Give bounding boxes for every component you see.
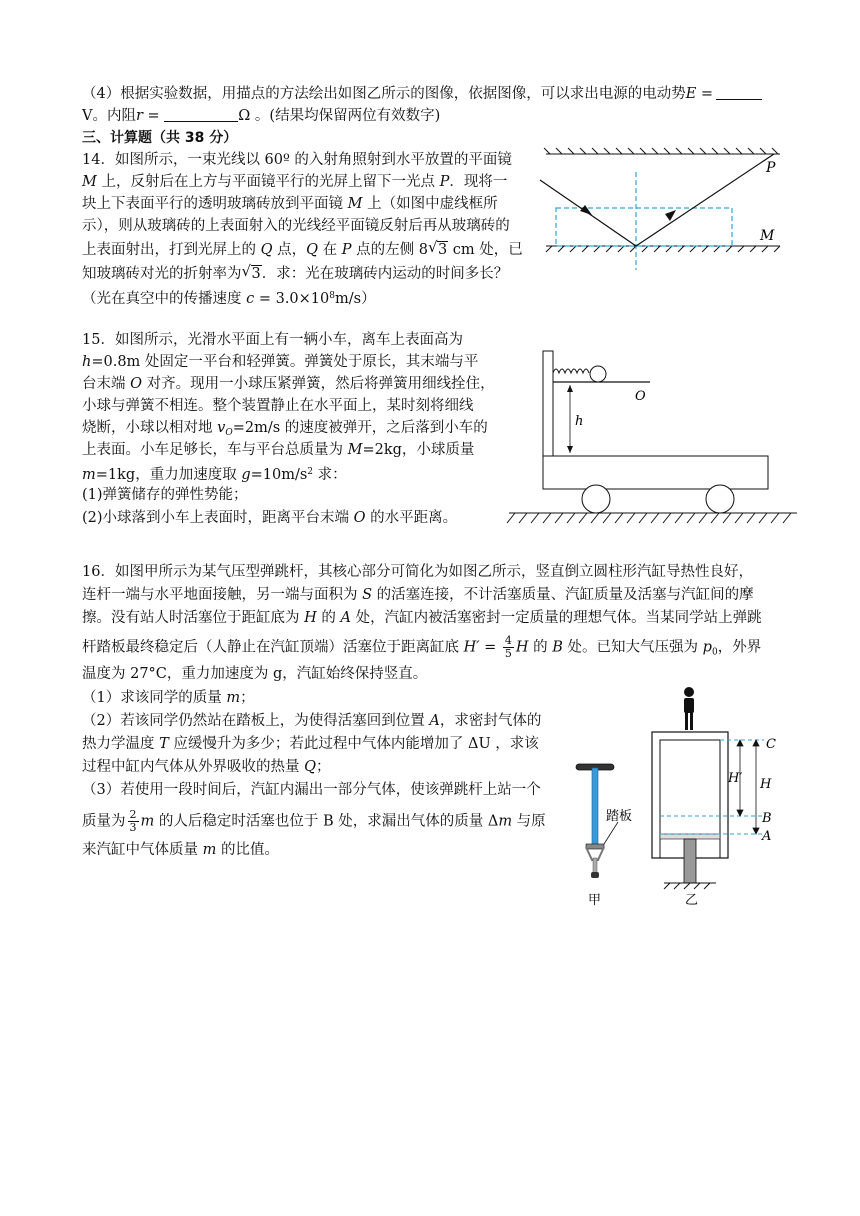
piston — [660, 834, 720, 839]
q15-line-3: 台末端 O 对齐。现用一小球压紧弹簧，然后将弹簧用细线拴住， — [82, 376, 495, 392]
light-screen — [544, 148, 780, 154]
fraction-4-5: $\frac{4}{5}$ — [504, 634, 512, 660]
q16-line-10: （3）若使用一段时间后，汽缸内漏出一部分气体，使该弹跳杆上站一个 — [82, 782, 541, 798]
sqrt-3-b: √ 3 — [241, 262, 261, 282]
q16-line-3: 擦。没有站人时活塞位于距缸底为 H 的 A 处，汽缸内被活塞密封一定质量的理想气体。当某同学站上弹跳 — [82, 610, 762, 626]
dimension-h — [753, 740, 759, 834]
cart-wheel-left — [582, 485, 610, 513]
q14-line-1: 14．如图所示，一束光线以 60º 的入射角照射到水平放置的平面镜 — [82, 152, 512, 168]
point-p-label: P — [766, 160, 776, 176]
figure-jia-label: 甲 — [588, 893, 602, 908]
label-b: B — [762, 811, 772, 826]
q15-line-8: (1)弹簧储存的弹性势能； — [82, 487, 248, 503]
label-a: A — [762, 829, 772, 844]
q13-line-1: （4）根据实验数据，用描点的方法绘出如图乙所示的图像，依据图像，可以求出电源的电动势E = — [82, 84, 762, 104]
q15-line-4: 小球与弹簧不相连。整个装置静止在水平面上，某时刻将细线 — [82, 398, 474, 414]
q13-line-2: V。内阻r = Ω 。(结果均保留两位有效数字) — [82, 108, 441, 124]
q16-line-8: 热力学温度 T 应缓慢升为多少；若此过程中气体内能增加了 ΔU ，求该 — [82, 736, 539, 752]
q14-line-3: 块上下表面平行的透明玻璃砖放到平面镜 M 上（如图中虚线框所 — [82, 196, 498, 212]
q15-figure — [505, 345, 805, 535]
q14-line-4: 示），则从玻璃砖的上表面射入的光线经平面镜反射后再从玻璃砖的 — [82, 218, 510, 234]
small-ball — [590, 366, 606, 382]
q16-line-12: 来汽缸中气体质量 m 的比值。 — [82, 842, 279, 858]
q16-line-11: 质量为 $\frac{2}{3}$ m 的人后稳定时活塞也位于 B 处，求漏出气体的质量 Δm 与原 — [82, 808, 546, 834]
answer-blank-r[interactable] — [164, 107, 238, 122]
ground — [507, 513, 797, 523]
section-3-title: 三、计算题（共 38 分） — [82, 130, 238, 146]
q15-line-9: (2)小球落到小车上表面时，距离平台末端 O 的水平距离。 — [82, 510, 458, 526]
q14-figure — [540, 148, 790, 278]
incident-ray-arrow — [580, 205, 592, 215]
sqrt-3-a: √ 3 — [427, 238, 448, 258]
q16-line-1: 16．如图甲所示为某气压型弹跳杆，其核心部分可简化为如图乙所示，竖直倒立圆柱形汽缸导热性良好， — [82, 564, 753, 580]
q16-line-6: （1）求该同学的质量 m； — [82, 690, 255, 706]
point-o-label: O — [635, 389, 646, 404]
cart-body — [543, 456, 768, 489]
q14-line-2: M 上，反射后在上方与平面镜平行的光屏上留下一光点 P．现将一 — [82, 174, 508, 190]
cart-wheel-right — [706, 485, 734, 513]
height-h-label: h — [575, 414, 584, 429]
mirror-m-label: M — [760, 228, 775, 244]
q15-line-7: m=1kg，重力加速度取 $g=10m/s^2$ 求： — [82, 467, 347, 483]
q16-line-4: 杆踏板最终稳定后（人静止在汽缸顶端）活塞位于距离缸底 H′ = $\frac{4}{5}$ H 的 B 处。已知大气压强为 $p_0$，外界 — [82, 634, 762, 660]
label-h: H — [760, 777, 772, 792]
q16-line-5: 温度为 27°C，重力加速度为 g，汽缸始终保持竖直。 — [82, 666, 428, 682]
label-h-prime: H′ — [728, 771, 743, 786]
q15-line-6: 上表面。小车足够长，车与平台总质量为 M=2kg，小球质量 — [82, 442, 475, 458]
answer-blank-e[interactable] — [716, 85, 762, 100]
base-ground — [664, 883, 716, 889]
q15-line-2: h=0.8m 处固定一平台和轻弹簧。弹簧处于原长，其末端与平 — [82, 354, 479, 370]
figure-yi-label: 乙 — [685, 893, 699, 908]
spring — [553, 369, 589, 373]
q14-line-5: 上表面射出，打到光屏上的 Q 点，Q 在 P 点的左侧 8 √ 3 cm 处，已 — [82, 238, 523, 258]
person-icon — [684, 687, 694, 730]
q16-line-2: 连杆一端与水平地面接触，另一端与面积为 S 的活塞连接，不计活塞质量、汽缸质量及活塞与汽缸间的摩 — [82, 587, 754, 603]
q16-figure — [568, 682, 798, 912]
label-c: C — [766, 737, 776, 752]
q14-line-6: 知玻璃砖对光的折射率为 √ 3．求：光在玻璃砖内运动的时间多长？ — [82, 262, 509, 282]
q16-line-9: 过程中缸内气体从外界吸收的热量 Q； — [82, 759, 331, 775]
q14-line-7: （光在真空中的传播速度 $c = 3.0\times 10^8m/s$） — [82, 291, 376, 307]
reflected-ray-arrow — [665, 210, 676, 221]
plane-mirror — [546, 246, 780, 252]
cart-upright-post — [543, 351, 553, 456]
q15-line-1: 15．如图所示，光滑水平面上有一辆小车，离车上表面高为 — [82, 332, 463, 348]
q16-line-7: （2）若该同学仍然站在踏板上，为使得活塞回到位置 A，求密封气体的 — [82, 713, 542, 729]
q15-line-5: 烧断，小球以相对地 $v_O=2m/s$ 的速度被弹开，之后落到小车的 — [82, 420, 488, 438]
fraction-2-3: $\frac{2}{3}$ — [129, 808, 137, 834]
connecting-rod — [684, 839, 696, 883]
pedal-label: 踏板 — [606, 809, 633, 824]
reflected-ray — [636, 154, 774, 246]
